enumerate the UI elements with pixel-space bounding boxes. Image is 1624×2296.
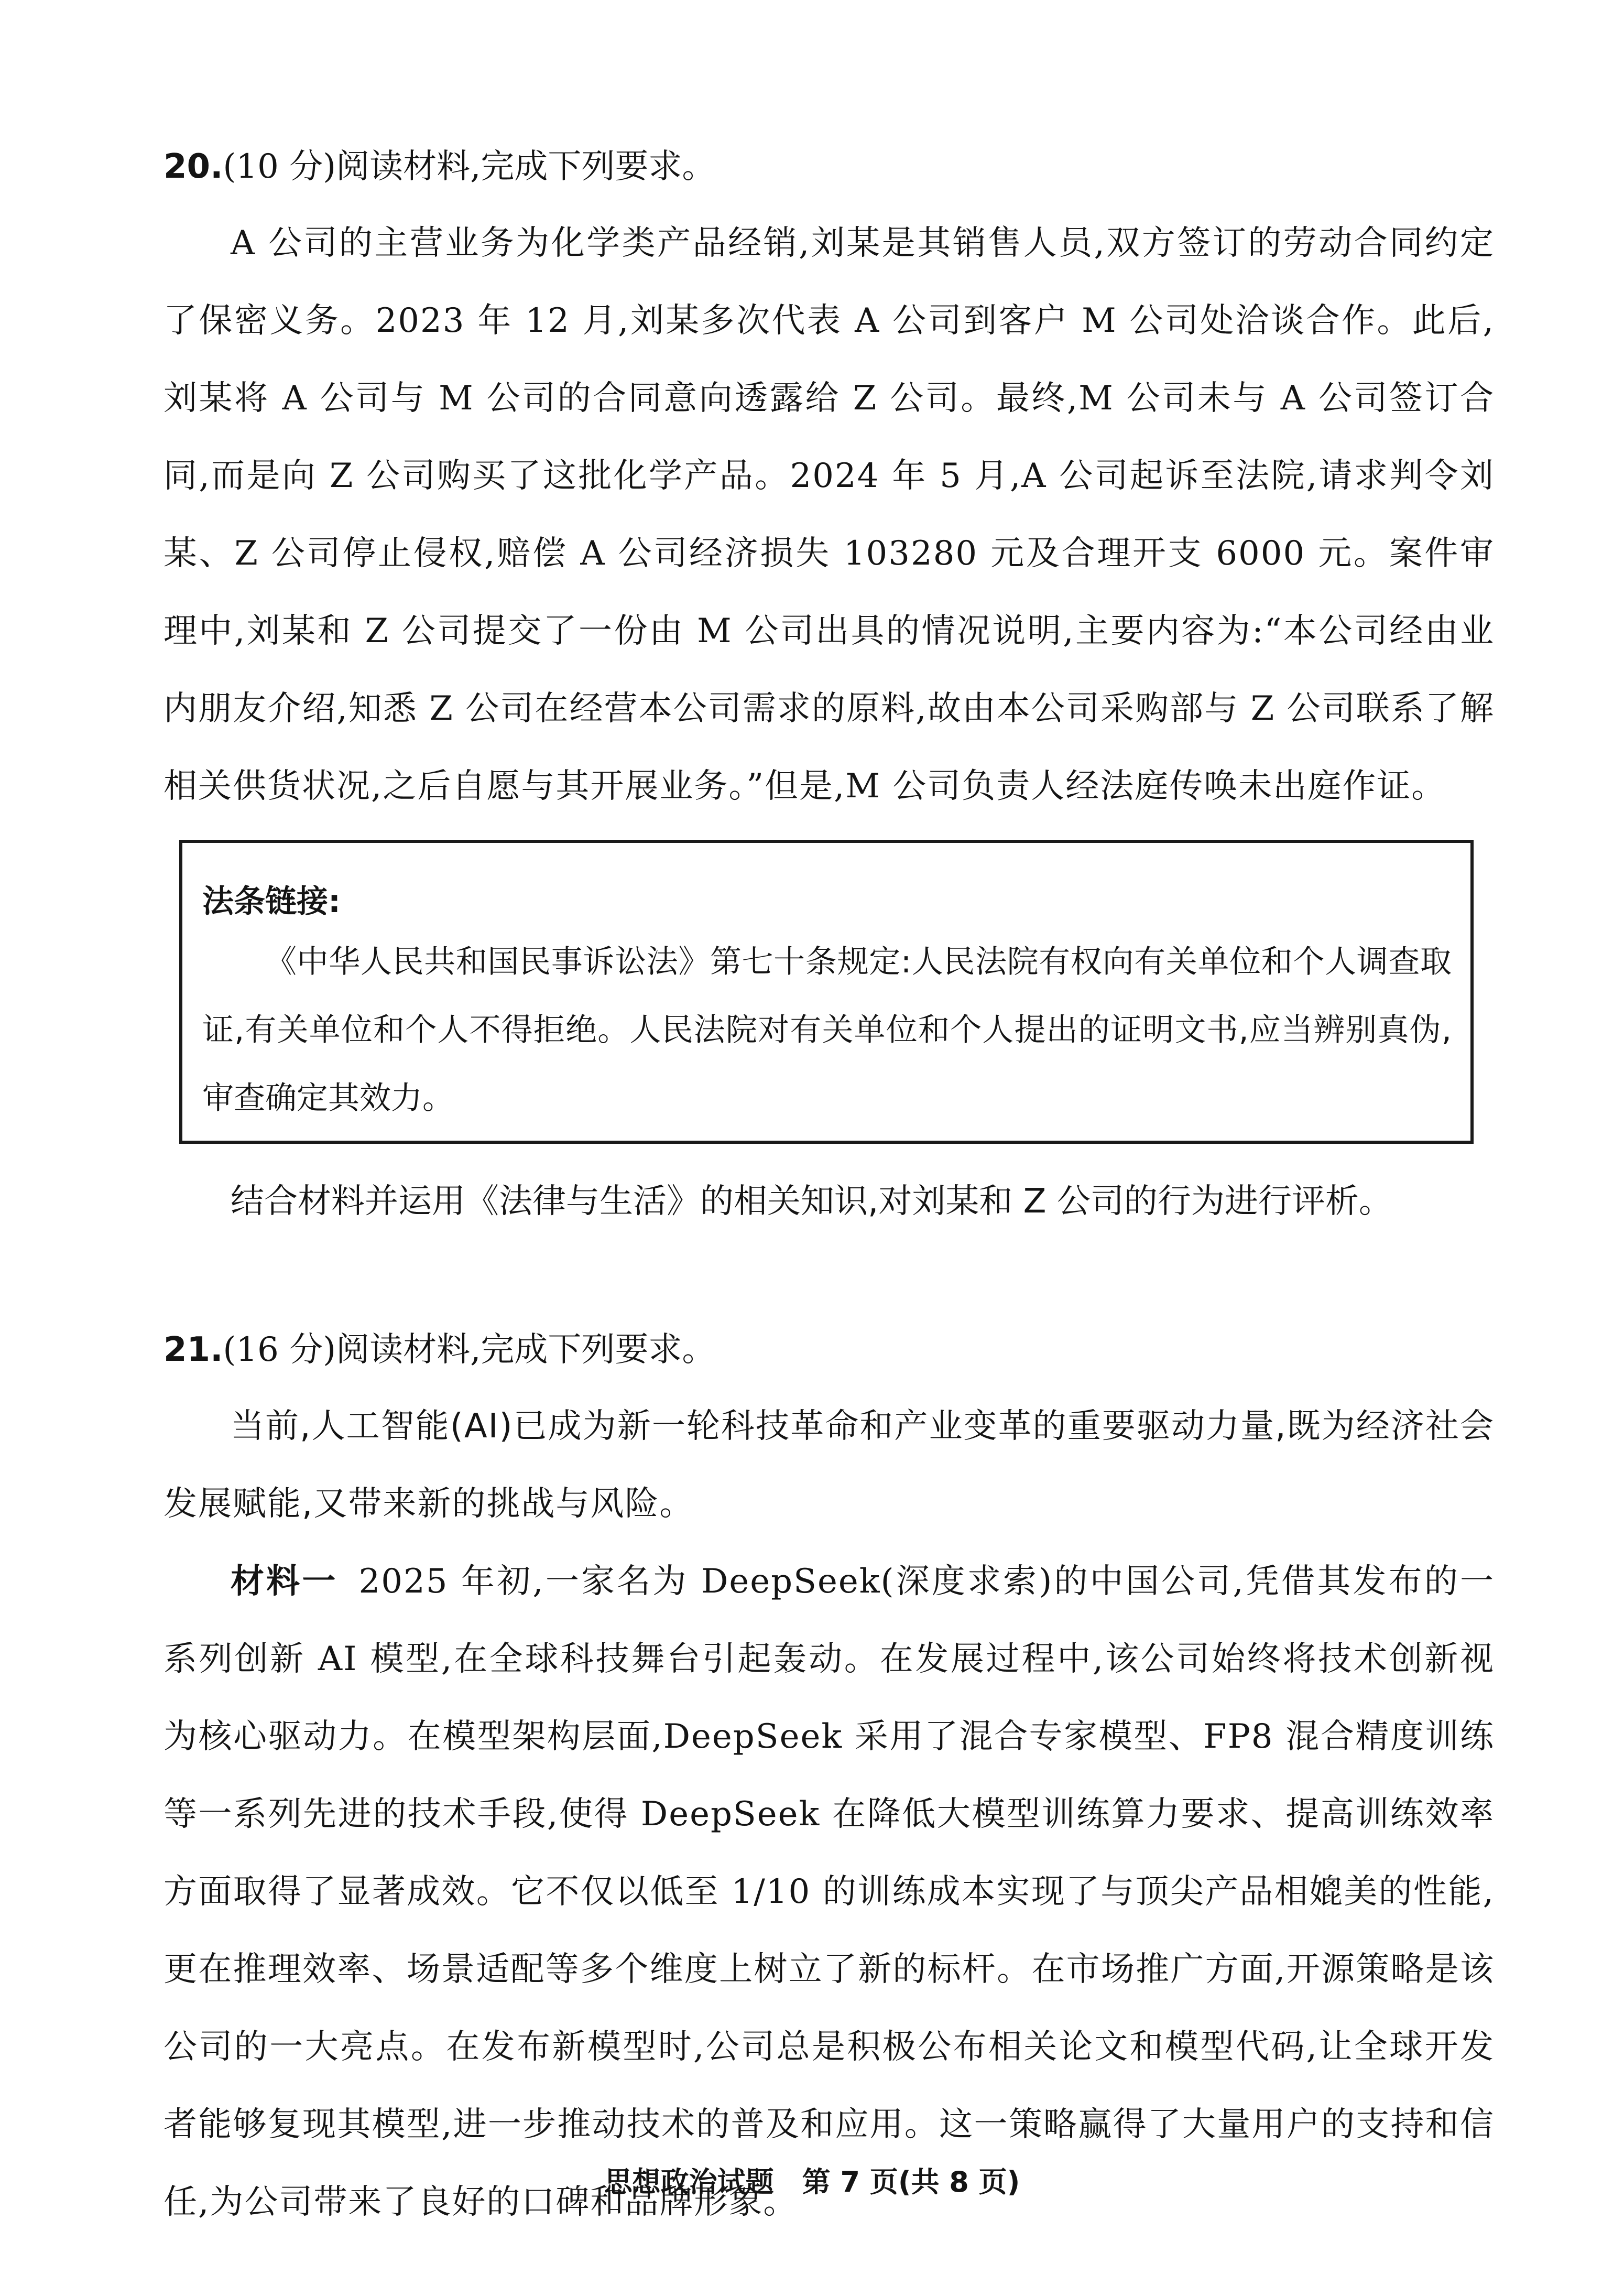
q21-material1	[164, 1543, 1495, 2241]
q21-instruction: 阅读材料,完成下列要求。	[336, 1330, 716, 1369]
law-link-title: 法条链接:	[202, 883, 341, 920]
page-footer: 思想政治试题 第 7 页(共 8 页)	[604, 2165, 1020, 2198]
q20-material: A 公司的主营业务为化学类产品经销,刘某是其销售人员,双方签订的劳动合同约定了保密义务。2023 年 12 月,刘某多次代表 A 公司到客户 M 公司处洽谈合作。此后,刘某将 A 公司与 M 公司的合同意向透露给 Z 公司。最终,M 公司未与 A 公司签订合同,而是向 Z 公司购买了这批化学产品。2024 年 5 月,A 公司起诉至法院,请求判令刘某、Z 公司停止侵权,赔偿 A 公司经济损失 103280 元及合理开支 6000 元。案件审理中,刘某和 Z 公司提交了一份由 M 公司出具的情况说明,主要内容为:“本公司经由业内朋友介绍,知悉 Z 公司在经营本公司需求的原料,故由本公司采购部与 Z 公司联系了解相关供货状况,之后自愿与其开展业务。”但是,M 公司负责人经法庭传唤未出庭作证。	[164, 224, 1495, 806]
material1-label: 材料一	[231, 1562, 338, 1601]
q20-number: 20.	[164, 147, 223, 186]
q21-intro: 当前,人工智能(AI)已成为新一轮科技革命和产业变革的重要驱动力量,既为经济社会发展赋能,又带来新的挑战与风险。	[164, 1407, 1495, 1523]
q21-points: (16 分)	[223, 1330, 336, 1369]
q21-heading	[164, 1330, 716, 1369]
q20-points: (10 分)	[223, 147, 336, 186]
law-link-text: 《中华人民共和国民事诉讼法》第七十条规定:人民法院有权向有关单位和个人调查取证,有关单位和个人不得拒绝。人民法院对有关单位和个人提出的证明文书,应当辨别真伪,审查确定其效力。	[202, 944, 1452, 1117]
law-link-box	[179, 840, 1474, 1144]
material1-text: 2025 年初,一家名为 DeepSeek(深度求索)的中国公司,凭借其发布的一系列创新 AI 模型,在全球科技舞台引起轰动。在发展过程中,该公司始终将技术创新视为核心驱动力。在模型架构层面,DeepSeek 采用了混合专家模型、FP8 混合精度训练等一系列先进的技术手段,使得 DeepSeek 在降低大模型训练算力要求、提高训练效率方面取得了显著成效。它不仅以低至 1/10 的训练成本实现了与顶尖产品相媲美的性能,更在推理效率、场景适配等多个维度上树立了新的标杆。在市场推广方面,开源策略是该公司的一大亮点。在发布新模型时,公司总是积极公布相关论文和模型代码,让全球开发者能够复现其模型,进一步推动技术的普及和应用。这一策略赢得了大量用户的支持和信任,为公司带来了良好的口碑和品牌形象。	[164, 1562, 1495, 2222]
q20-task: 结合材料并运用《法律与生活》的相关知识,对刘某和 Z 公司的行为进行评析。	[231, 1182, 1392, 1221]
q21-number: 21.	[164, 1330, 223, 1369]
q20-instruction: 阅读材料,完成下列要求。	[336, 147, 716, 186]
q20-heading	[164, 147, 716, 186]
